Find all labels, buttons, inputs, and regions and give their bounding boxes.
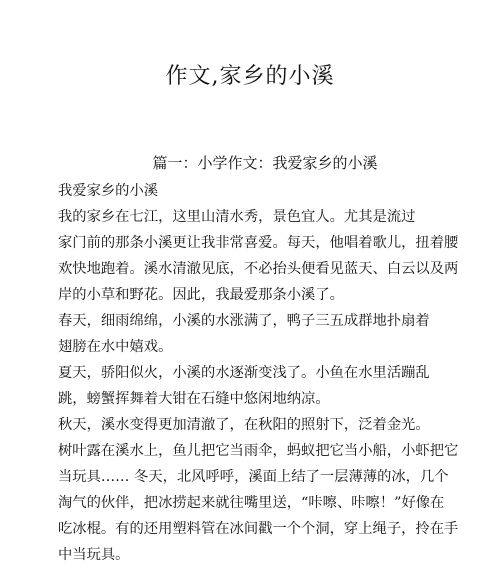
paragraph-line: 岸的小草和野花。因此，我最爱那条小溪了。 bbox=[58, 287, 344, 303]
paragraph-line: 家门前的那条小溪更让我非常喜爱。每天，他唱着歌儿，扭着腰 bbox=[58, 235, 459, 251]
paragraph-line: 树叶露在溪水上，鱼儿把它当雨伞，蚂蚁把它当小船，小虾把它 bbox=[58, 443, 459, 459]
paragraph-line: 翅膀在水中嬉戏。 bbox=[58, 339, 173, 355]
paragraph-line: 跳，螃蟹挥舞着大钳在石缝中悠闲地纳凉。 bbox=[58, 391, 330, 407]
document-subtitle: 篇一：小学作文：我爱家乡的小溪 bbox=[152, 154, 378, 172]
paragraph-line: 欢快地跑着。溪水清澈见底，不必抬头便看见蓝天、白云以及两 bbox=[58, 261, 459, 277]
paragraph-line: 夏天，骄阳似火，小溪的水逐渐变浅了。小鱼在水里活蹦乱 bbox=[58, 365, 430, 381]
paragraph-line: 中当玩具。 bbox=[58, 547, 130, 563]
document-title: 作文,家乡的小溪 bbox=[165, 64, 335, 89]
paragraph-line: 吃冰棍。有的还用塑料管在冰间戳一个个洞，穿上绳子，拎在手 bbox=[58, 521, 459, 537]
paragraph-line: 我爱家乡的小溪 bbox=[58, 183, 159, 199]
paragraph-line: 我的家乡在七江，这里山清水秀，景色宜人。尤其是流过 bbox=[58, 209, 416, 225]
paragraph-line: 当玩具…… 冬天，北风呼呼，溪面上结了一层薄薄的冰，几个 bbox=[58, 469, 449, 485]
paragraph-line: 秋天，溪水变得更加清澈了，在秋阳的照射下，泛着金光。 bbox=[58, 417, 430, 433]
paragraph-line: 春天，细雨绵绵，小溪的水涨满了，鸭子三五成群地扑扇着 bbox=[58, 313, 430, 329]
paragraph-line: 淘气的伙伴，把冰捞起来就往嘴里送，“咔嚓、咔嚓！”好像在 bbox=[58, 495, 445, 511]
